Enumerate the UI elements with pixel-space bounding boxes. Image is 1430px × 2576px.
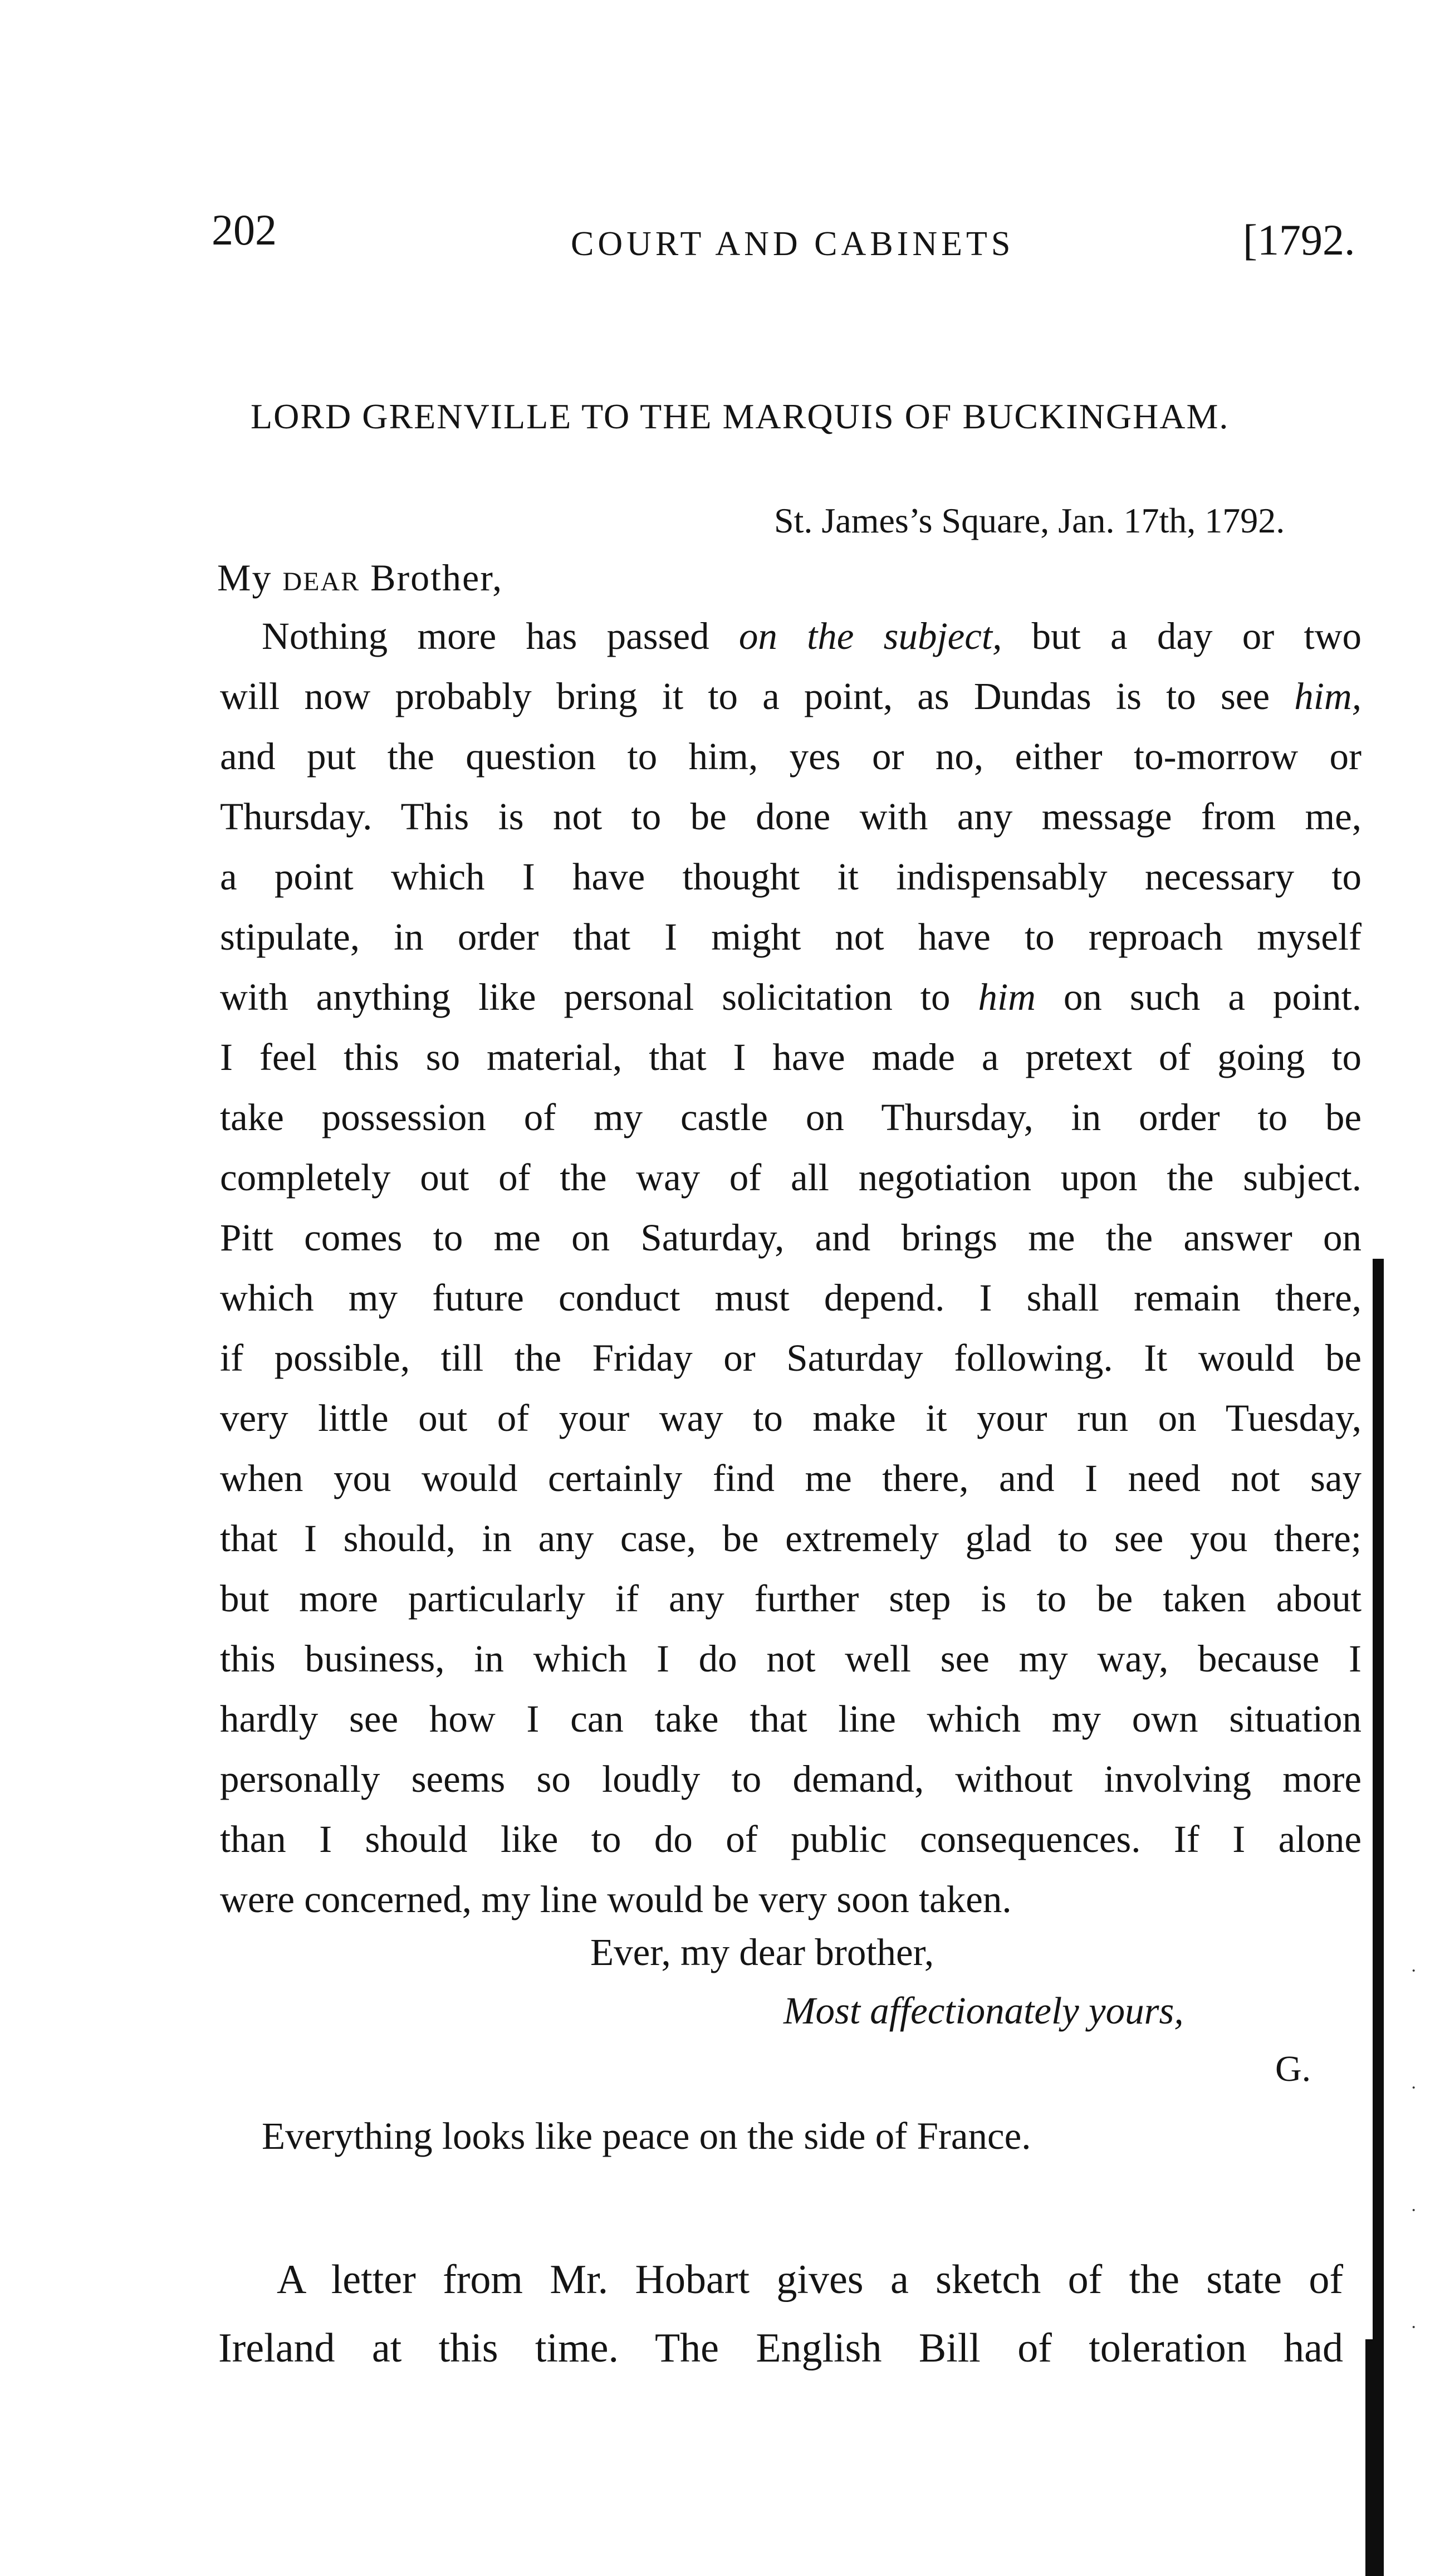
body-line: personally seems so loudly to demand, without involving more [220, 1758, 1362, 1800]
edge-speck: · [1411, 1961, 1417, 1981]
body-line: that I should, in any case, be extremely glad to see you there; [220, 1517, 1362, 1560]
body-line: but more particularly if any further step is to be taken about [220, 1577, 1362, 1620]
body-line: this business, in which I do not well see my way, because I [220, 1638, 1362, 1680]
body-line: I feel this so material, that I have made a pretext of going to [220, 1036, 1362, 1078]
body-line: and put the question to him, yes or no, either to-morrow or [220, 735, 1362, 778]
letter-dateline: St. James’s Square, Jan. 17th, 1792. [774, 501, 1285, 540]
narrative-paragraph [218, 2246, 1343, 2383]
salutation-my: My [217, 556, 272, 599]
letter-signature: G. [1275, 2049, 1311, 2089]
letter-postscript: Everything looks like peace on the side of France. [262, 2115, 1031, 2157]
running-title: COURT AND CABINETS [571, 225, 1015, 263]
body-line: than I should like to do of public consequences. If I alone [220, 1818, 1362, 1860]
salutation-dear: dear [282, 556, 360, 599]
letter-closing: Ever, my dear brother, [590, 1931, 934, 1973]
edge-speck: · [1411, 2078, 1417, 2098]
body-line: Pitt comes to me on Saturday, and brings me the answer on [220, 1216, 1362, 1259]
year-marker: [1792. [1243, 216, 1355, 264]
body-line: if possible, till the Friday or Saturday following. It would be [220, 1337, 1362, 1379]
body-line: with anything like personal solicitation to him on such a point. [220, 976, 1362, 1018]
narrative-line: Ireland at this time. The English Bill of toleration had [218, 2325, 1343, 2371]
edge-speck: · [1411, 2317, 1417, 2338]
body-line: a point which I have thought it indispensably necessary to [220, 856, 1362, 898]
body-line: hardly see how I can take that line which my own situation [220, 1698, 1362, 1740]
letter-body [220, 606, 1362, 1929]
body-line: stipulate, in order that I might not have to reproach myself [220, 916, 1362, 958]
body-line: very little out of your way to make it your run on Tuesday, [220, 1397, 1362, 1439]
body-line: when you would certainly find me there, and I need not say [220, 1457, 1362, 1499]
narrative-line: A letter from Mr. Hobart gives a sketch of the state of [277, 2257, 1343, 2303]
body-line: completely out of the way of all negotiation upon the subject. [220, 1156, 1362, 1199]
edge-speck: · [1411, 2200, 1417, 2221]
body-line: Nothing more has passed on the subject, but a day or two [262, 615, 1362, 657]
salutation-brother: Brother, [370, 556, 503, 599]
body-line: which my future conduct must depend. I shall remain there, [220, 1277, 1362, 1319]
body-line: take possession of my castle on Thursday, in order to be [220, 1096, 1362, 1138]
body-line: will now probably bring it to a point, as Dundas is to see him, [220, 675, 1362, 717]
letter-valediction: Most affectionately yours, [783, 1990, 1184, 2032]
page-edge-shadow-lower [1365, 2339, 1382, 2576]
body-line: Thursday. This is not to be done with any message from me, [220, 795, 1362, 838]
body-line: were concerned, my line would be very soon taken. [220, 1878, 1012, 1920]
page-number: 202 [212, 206, 277, 254]
letter-heading: LORD GRENVILLE TO THE MARQUIS OF BUCKINGHAM. [251, 397, 1230, 436]
letter-salutation [217, 555, 503, 600]
